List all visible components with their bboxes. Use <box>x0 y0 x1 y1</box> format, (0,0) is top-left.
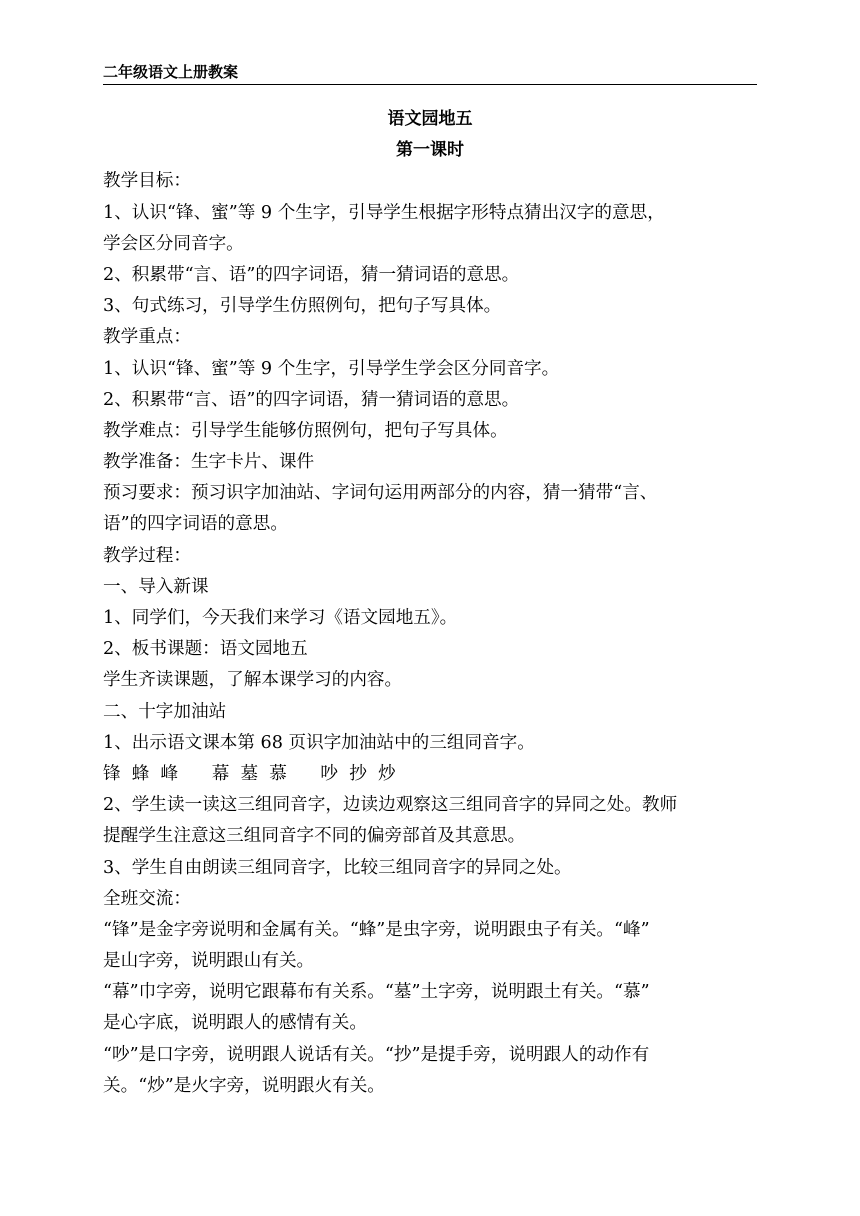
text-line: 1、认识“锋、蜜”等 9 个生字，引导学生学会区分同音字。 <box>103 358 560 379</box>
text-line: 二、十字加油站 <box>103 701 227 722</box>
text-line: 教学目标： <box>103 171 191 192</box>
text-line: 教学重点： <box>103 327 191 348</box>
text-line: 学会区分同音字。 <box>103 233 244 254</box>
header-text: 二年级语文上册教案 <box>103 63 239 81</box>
text-line: 提醒学生注意这三组同音字不同的偏旁部首及其意思。 <box>103 826 526 847</box>
text-line: 3、句式练习，引导学生仿照例句，把句子写具体。 <box>103 296 502 317</box>
text-line: 1、认识“锋、蜜”等 9 个生字，引导学生根据字形特点猜出汉字的意思， <box>103 202 665 223</box>
text-line: 一、导入新课 <box>103 576 209 597</box>
page-header <box>103 62 757 85</box>
text-line: 2、积累带“言、语”的四字词语，猜一猜词语的意思。 <box>103 264 520 285</box>
text-line: 是山字旁，说明跟山有关。 <box>103 951 315 972</box>
text-line: “锋”是金字旁说明和金属有关。“蜂”是虫字旁，说明跟虫子有关。“峰” <box>103 919 650 940</box>
text-line: 预习要求：预习识字加油站、字词句运用两部分的内容，猜一猜带“言、 <box>103 483 658 504</box>
text-line: “吵”是口字旁，说明跟人说话有关。“抄”是提手旁，说明跟人的动作有 <box>103 1044 650 1065</box>
text-line: 关。“炒”是火字旁，说明跟火有关。 <box>103 1075 385 1096</box>
document-subtitle: 第一课时 <box>396 140 464 161</box>
text-line: 3、学生自由朗读三组同音字，比较三组同音字的异同之处。 <box>103 857 572 878</box>
text-line: 教学过程： <box>103 545 191 566</box>
text-line: 2、积累带“言、语”的四字词语，猜一猜词语的意思。 <box>103 389 520 410</box>
text-line: 2、板书课题：语文园地五 <box>103 639 308 660</box>
text-line: 是心字底，说明跟人的感情有关。 <box>103 1013 367 1034</box>
text-line: 1、出示语文课本第 68 页识字加油站中的三组同音字。 <box>103 732 535 753</box>
text-line: 全班交流： <box>103 888 191 909</box>
document-title: 语文园地五 <box>387 109 473 129</box>
document-body <box>103 104 773 1102</box>
text-line: “幕”巾字旁，说明它跟幕布有关系。“墓”土字旁，说明跟土有关。“慕” <box>103 982 650 1003</box>
text-line: 1、同学们，今天我们来学习《语文园地五》。 <box>103 608 458 628</box>
text-line: 语”的四字词语的意思。 <box>103 514 288 535</box>
text-line: 锋 蜂 峰 幕 墓 慕 吵 抄 炒 <box>103 763 396 784</box>
text-line: 教学难点：引导学生能够仿照例句，把句子写具体。 <box>103 420 508 441</box>
text-line: 学生齐读课题，了解本课学习的内容。 <box>103 670 403 691</box>
document-lines <box>103 166 773 1102</box>
text-line: 教学准备：生字卡片、课件 <box>103 452 315 473</box>
text-line: 2、学生读一读这三组同音字，边读边观察这三组同音字的异同之处。教师 <box>103 795 678 816</box>
